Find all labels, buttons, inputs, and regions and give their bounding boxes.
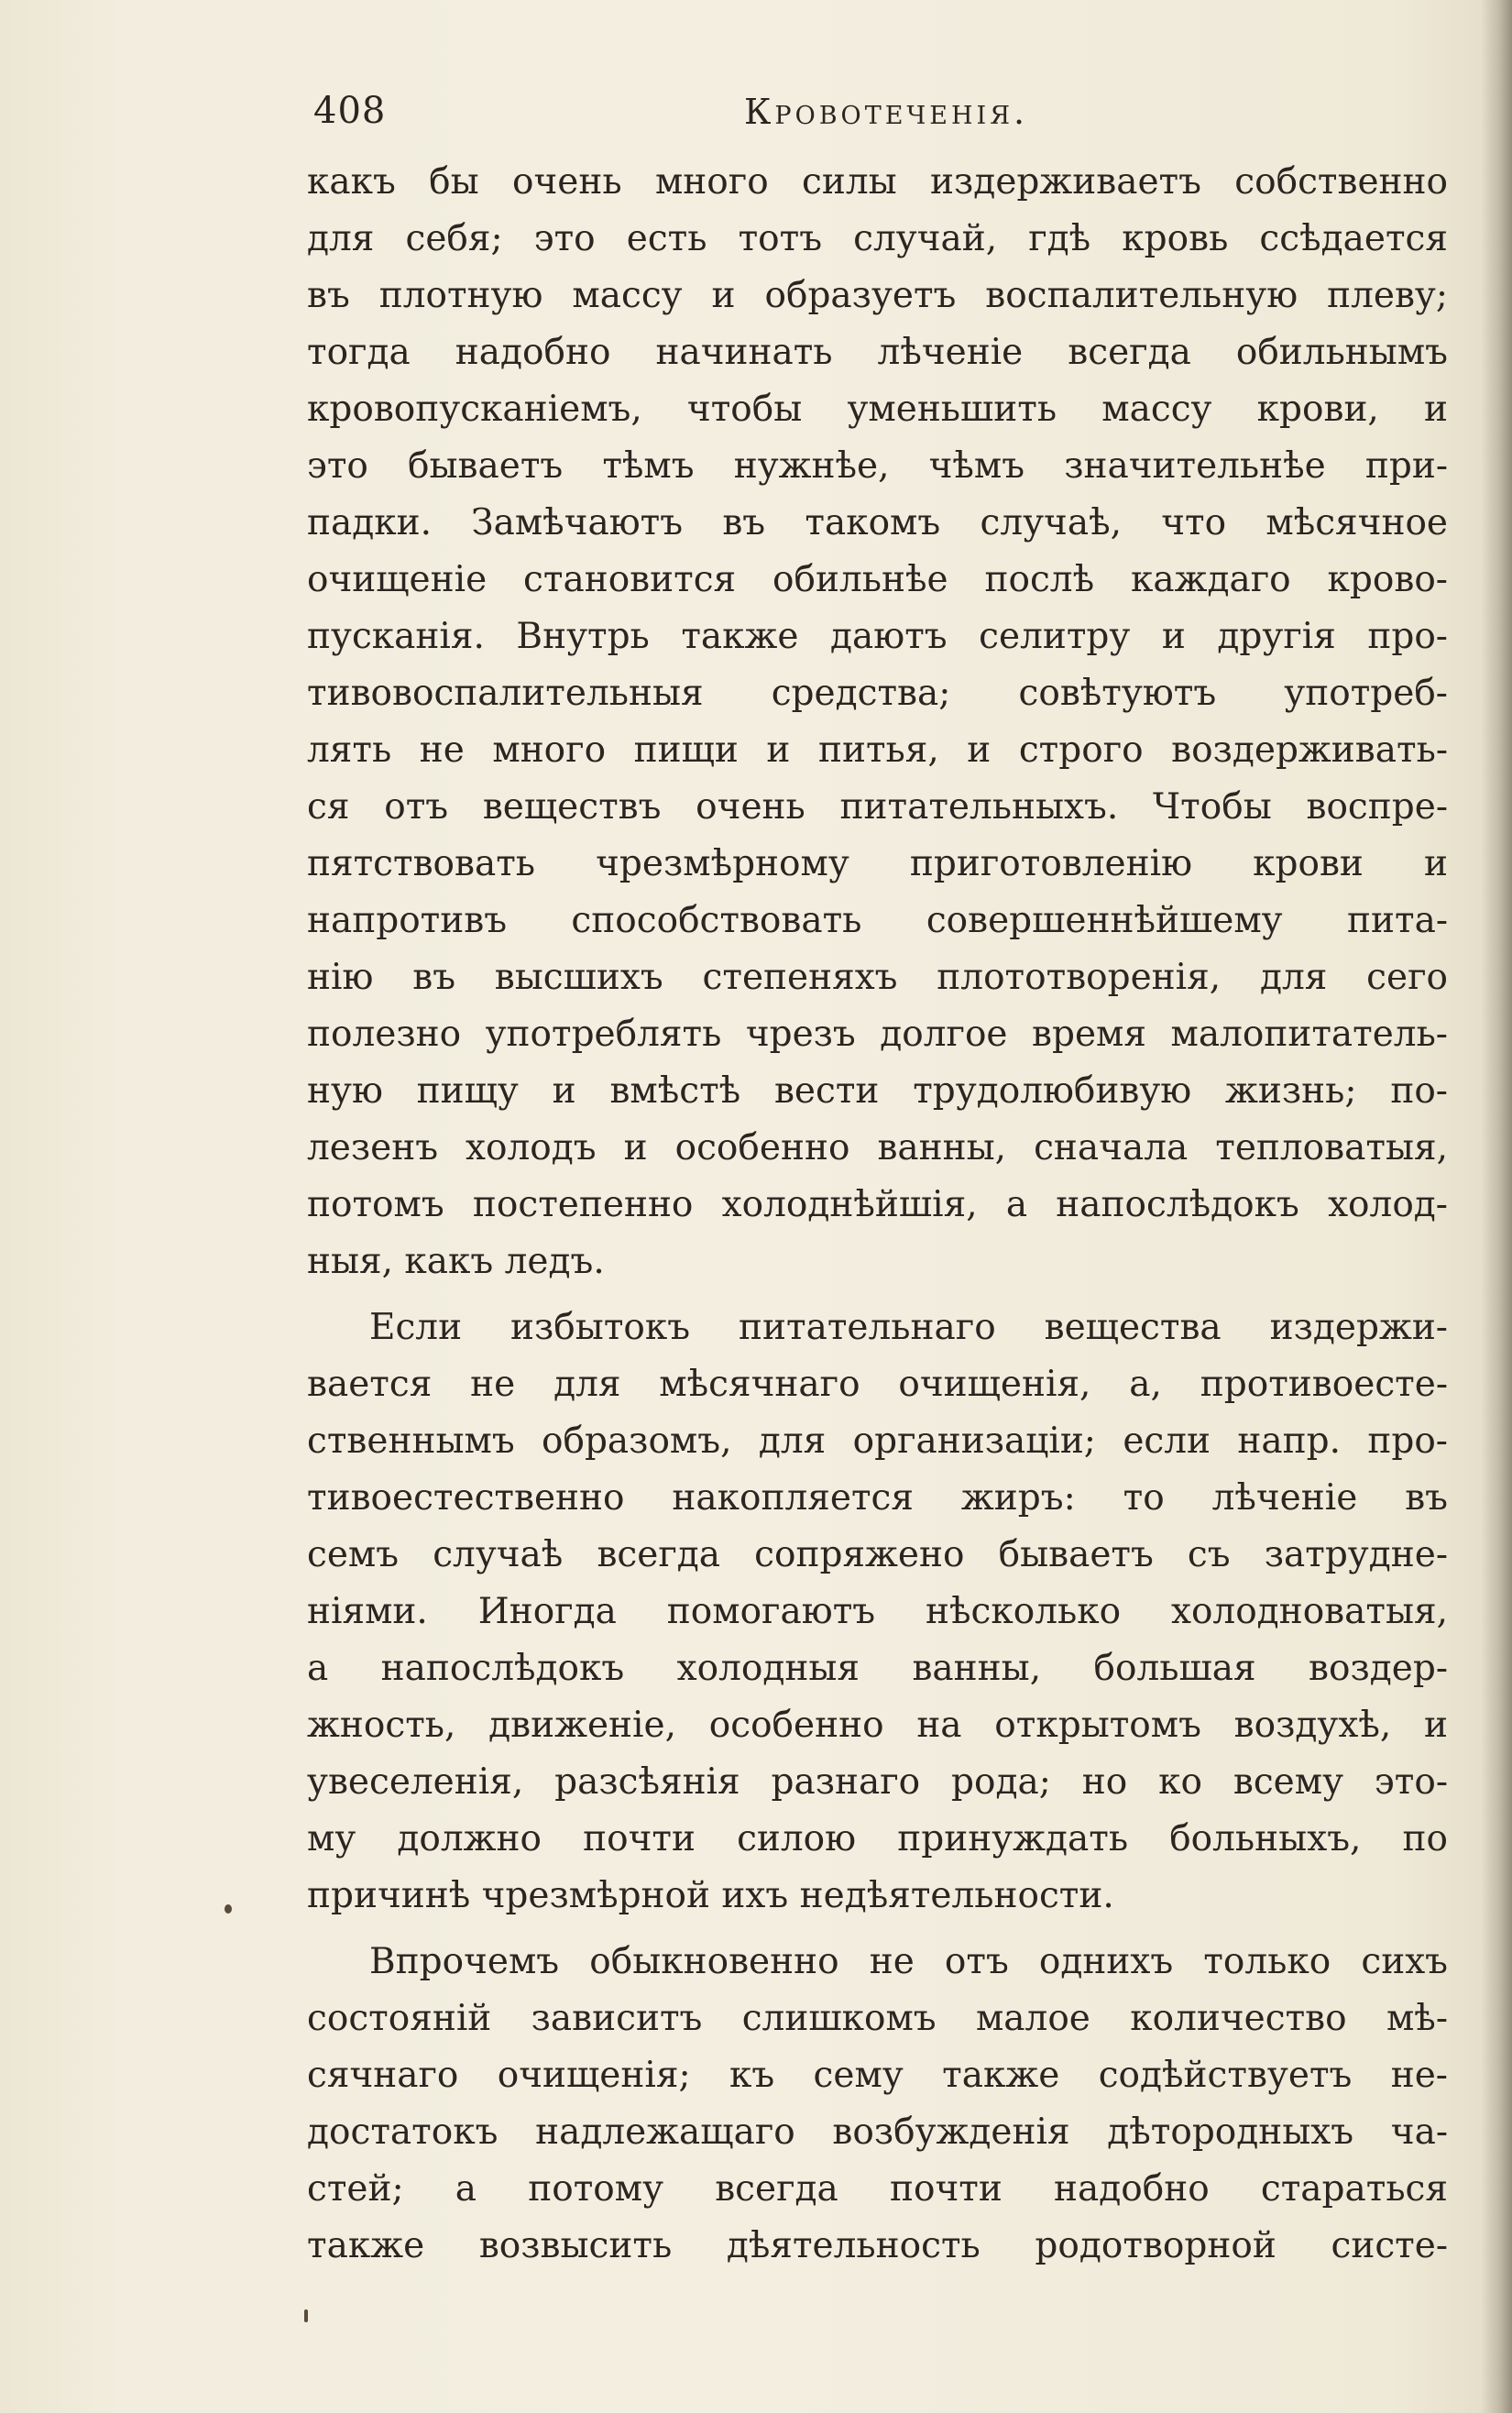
text-line: Впрочемъ обыкновенно не отъ однихъ только сихъ: [369, 1941, 1448, 1982]
body-text: [307, 154, 1448, 2275]
text-line: тогда надобно начинать лѣченіе всегда обильнымъ: [307, 332, 1448, 373]
ink-speck: [304, 2309, 308, 2322]
text-line: потомъ постепенно холоднѣйшія, а напослѣдокъ холод-: [307, 1184, 1448, 1225]
ink-speck: [225, 1904, 232, 1914]
text-line: полезно употреблять чрезъ долгое время малопитатель-: [307, 1014, 1448, 1055]
text-line: пусканія. Внутрь также даютъ селитру и другія про-: [307, 616, 1448, 657]
page-number: 408: [313, 90, 387, 132]
text-line: какъ бы очень много силы издерживаетъ собственно: [307, 161, 1448, 203]
text-line: въ плотную массу и образуетъ воспалительную плеву;: [307, 275, 1448, 316]
text-line: кровопусканіемъ, чтобы уменьшить массу крови, и: [307, 389, 1448, 430]
text-line: падки. Замѣчаютъ въ такомъ случаѣ, что мѣсячное: [307, 502, 1448, 543]
text-line: это бываетъ тѣмъ нужнѣе, чѣмъ значительнѣе при-: [307, 445, 1448, 487]
running-head: Кровотеченія.: [744, 92, 1029, 132]
text-line: а напослѣдокъ холодныя ванны, большая воздер-: [307, 1648, 1448, 1689]
paragraph: [307, 1300, 1448, 1925]
text-line: ственнымъ образомъ, для организаціи; если напр. про-: [307, 1420, 1448, 1462]
text-line: достатокъ надлежащаго возбужденія дѣтородныхъ ча-: [307, 2111, 1448, 2153]
text-line: очищеніе становится обильнѣе послѣ каждаго крово-: [307, 559, 1448, 600]
text-line: вается не для мѣсячнаго очищенія, а, противоесте-: [307, 1364, 1448, 1405]
text-line: ныя, какъ ледъ.: [307, 1241, 605, 1282]
text-line: лять не много пищи и питья, и строго воздерживать-: [307, 729, 1448, 771]
text-line: напротивъ способствовать совершеннѣйшему пита-: [307, 900, 1448, 941]
page-edge-shadow: [1481, 0, 1512, 2413]
text-line: причинѣ чрезмѣрной ихъ недѣятельности.: [307, 1875, 1114, 1916]
text-line: ную пищу и вмѣстѣ вести трудолюбивую жизнь; по-: [307, 1070, 1448, 1112]
text-line: Если избытокъ питательнаго вещества издержи-: [369, 1307, 1448, 1348]
text-line: стей; а потому всегда почти надобно стараться: [307, 2168, 1448, 2210]
text-line: тивоестественно накопляется жиръ: то лѣченіе въ: [307, 1477, 1448, 1519]
text-line: для себя; это есть тотъ случай, гдѣ кровь ссѣдается: [307, 218, 1448, 259]
text-line: сячнаго очищенія; къ сему также содѣйствуетъ не-: [307, 2055, 1448, 2096]
text-line: нію въ высшихъ степеняхъ плототворенія, для сего: [307, 957, 1448, 998]
text-line: также возвысить дѣятельность родотворной систе-: [307, 2225, 1448, 2266]
text-line: тивовоспалительныя средства; совѣтуютъ употреб-: [307, 673, 1448, 714]
text-line: пятствовать чрезмѣрному приготовленію крови и: [307, 843, 1448, 884]
paragraph: [307, 1934, 1448, 2275]
text-line: семъ случаѣ всегда сопряжено бываетъ съ затрудне-: [307, 1534, 1448, 1575]
text-line: лезенъ холодъ и особенно ванны, сначала тепловатыя,: [307, 1127, 1448, 1168]
paragraph: [307, 154, 1448, 1290]
text-line: ніями. Иногда помогаютъ нѣсколько холодноватыя,: [307, 1591, 1448, 1632]
text-line: му должно почти силою принуждать больныхъ, по: [307, 1818, 1448, 1859]
text-line: состояній зависитъ слишкомъ малое количество мѣ-: [307, 1998, 1448, 2039]
text-line: увеселенія, разсѣянія разнаго рода; но ко всему это-: [307, 1761, 1448, 1803]
text-line: ся отъ веществъ очень питательныхъ. Чтобы воспре-: [307, 786, 1448, 828]
text-line: жность, движеніе, особенно на открытомъ воздухѣ, и: [307, 1705, 1448, 1746]
